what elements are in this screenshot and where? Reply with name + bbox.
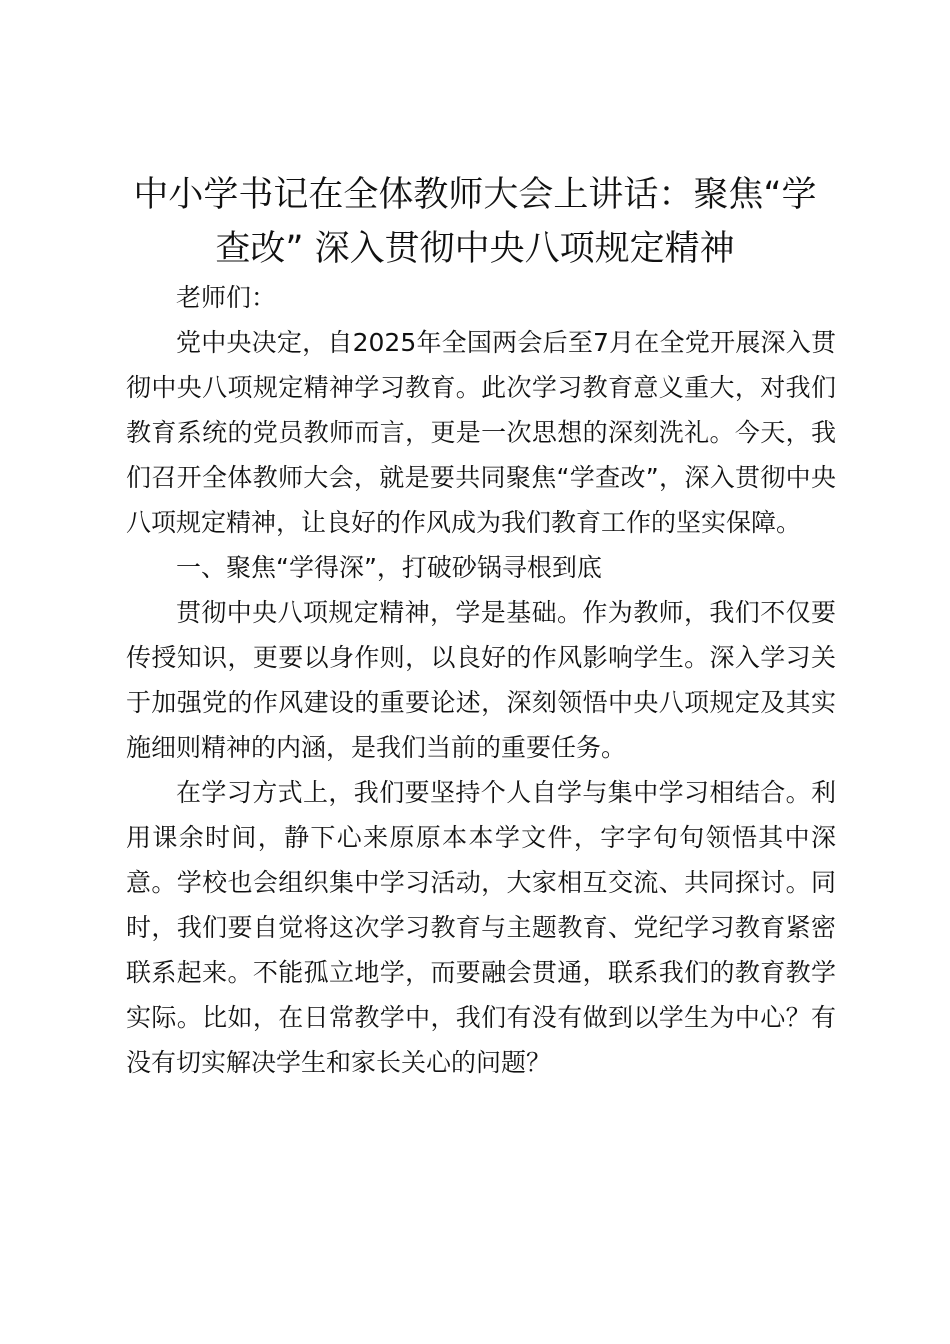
document-title: 中小学书记在全体教师大会上讲话：聚焦“学查改” 深入贯彻中央八项规定精神 (133, 175, 817, 269)
body-paragraph: 党中央决定，自2025年全国两会后至7月在全党开展深入贯彻中央八项规定精神学习教育。此次学习教育意义重大，对我们教育系统的党员教师而言，更是一次思想的深刻洗礼。今天，我们召开全体教师大会，就是要共同聚焦“学查改”，深入贯彻中央八项规定精神，让良好的作风成为我们教育工作的坚实保障。 (126, 328, 836, 537)
section-heading: 一、聚焦“学得深”，打破砂锅寻根到底 (176, 553, 602, 582)
salutation: 老师们： (176, 283, 277, 312)
document-body (126, 275, 836, 1085)
body-paragraph: 贯彻中央八项规定精神，学是基础。作为教师，我们不仅要传授知识，更要以身作则，以良好的作风影响学生。深入学习关于加强党的作风建设的重要论述，深刻领悟中央八项规定及其实施细则精神的内涵，是我们当前的重要任务。 (126, 598, 836, 762)
body-paragraph: 在学习方式上，我们要坚持个人自学与集中学习相结合。利用课余时间，静下心来原原本本学文件，字字句句领悟其中深意。学校也会组织集中学习活动，大家相互交流、共同探讨。同时，我们要自觉将这次学习教育与主题教育、党纪学习教育紧密联系起来。不能孤立地学，而要融会贯通，联系我们的教育教学实际。比如，在日常教学中，我们有没有做到以学生为中心？有没有切实解决学生和家长关心的问题？ (126, 778, 836, 1077)
